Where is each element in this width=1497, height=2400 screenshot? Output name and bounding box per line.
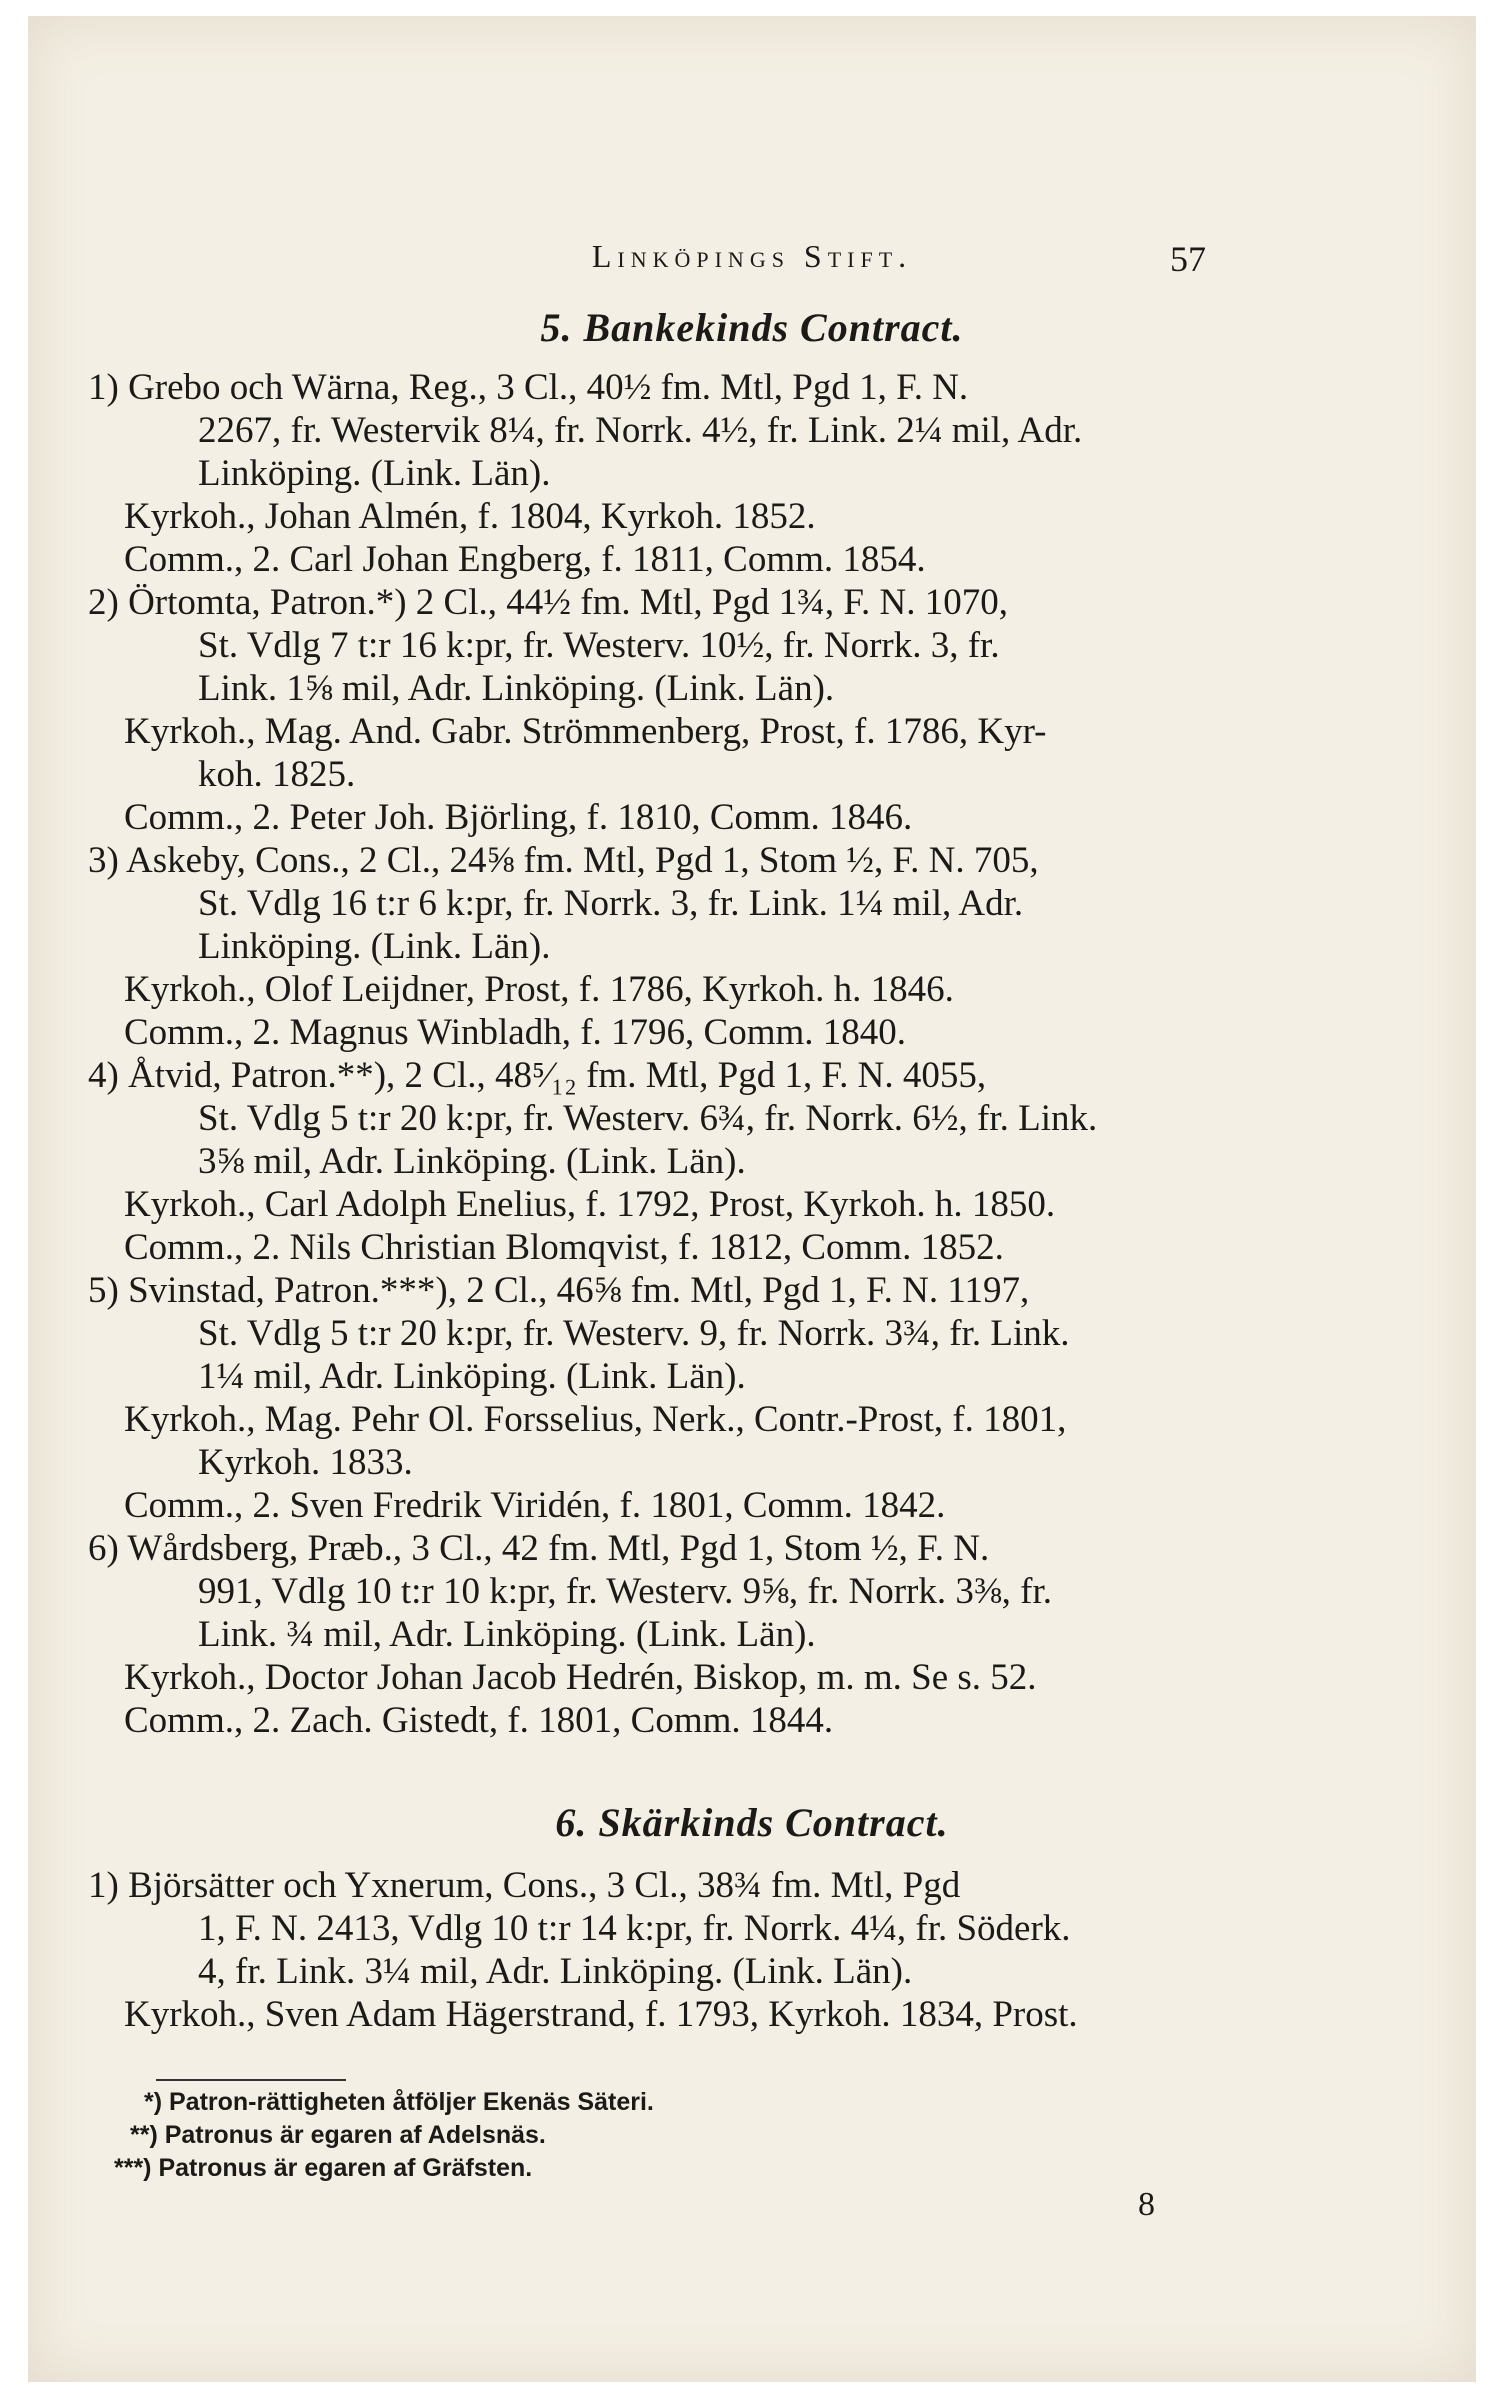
entry-line: Comm., 2. Sven Fredrik Viridén, f. 1801, Comm. 1842. xyxy=(124,1485,946,1526)
entry-line: 6) Wårdsberg, Præb., 3 Cl., 42 fm. Mtl, Pgd 1, Stom ½, F. N. xyxy=(88,1528,990,1569)
entry-line: Link. ¾ mil, Adr. Linköping. (Link. Län). xyxy=(198,1614,816,1655)
entry-line: Comm., 2. Zach. Gistedt, f. 1801, Comm. 1844. xyxy=(124,1700,834,1741)
section-skarkinds-entries xyxy=(88,1864,1268,2036)
entry-line: 1) Björsätter och Yxnerum, Cons., 3 Cl., 38¾ fm. Mtl, Pgd xyxy=(88,1865,961,1906)
entry-line: St. Vdlg 7 t:r 16 k:pr, fr. Westerv. 10½, fr. Norrk. 3, fr. xyxy=(198,625,1000,666)
entry-line: 2) Örtomta, Patron.*) 2 Cl., 44½ fm. Mtl, Pgd 1¾, F. N. 1070, xyxy=(88,582,1008,623)
footnote: *) Patron-rättigheten åtföljer Ekenäs Säteri. xyxy=(144,2088,654,2116)
entry-line: 5) Svinstad, Patron.***), 2 Cl., 46⅝ fm. Mtl, Pgd 1, F. N. 1197, xyxy=(88,1270,1030,1311)
entry-line: Kyrkoh., Carl Adolph Enelius, f. 1792, Prost, Kyrkoh. h. 1850. xyxy=(124,1184,1056,1225)
signature-mark: 8 xyxy=(1138,2186,1155,2223)
entry-line: Comm., 2. Peter Joh. Björling, f. 1810, Comm. 1846. xyxy=(124,797,913,838)
entry-line: Linköping. (Link. Län). xyxy=(198,926,551,967)
entry-line: 1) Grebo och Wärna, Reg., 3 Cl., 40½ fm. Mtl, Pgd 1, F. N. xyxy=(88,367,969,408)
section-bankekinds-entries xyxy=(88,366,1268,1742)
footnotes xyxy=(90,2086,654,2185)
entry-line: Kyrkoh., Mag. And. Gabr. Strömmenberg, Prost, f. 1786, Kyr- xyxy=(124,711,1047,752)
section-heading-skarkinds: 6. Skärkinds Contract. xyxy=(555,1800,949,1845)
entry-line: Kyrkoh., Doctor Johan Jacob Hedrén, Biskop, m. m. Se s. 52. xyxy=(124,1657,1037,1698)
entry-line: koh. 1825. xyxy=(198,754,356,795)
entry-line: Kyrkoh., Mag. Pehr Ol. Forsselius, Nerk., Contr.-Prost, f. 1801, xyxy=(124,1399,1067,1440)
entry-line: 991, Vdlg 10 t:r 10 k:pr, fr. Westerv. 9⅝, fr. Norrk. 3⅜, fr. xyxy=(198,1571,1052,1612)
entry-line: St. Vdlg 5 t:r 20 k:pr, fr. Westerv. 6¾, fr. Norrk. 6½, fr. Link. xyxy=(198,1098,1098,1139)
page-number: 57 xyxy=(1170,239,1206,279)
entry-line: 1¼ mil, Adr. Linköping. (Link. Län). xyxy=(198,1356,746,1397)
footnote-rule xyxy=(156,2079,346,2081)
entry-line: Comm., 2. Carl Johan Engberg, f. 1811, Comm. 1854. xyxy=(124,539,926,580)
entry-line: 4, fr. Link. 3¼ mil, Adr. Linköping. (Link. Län). xyxy=(198,1951,913,1992)
entry-line: 3) Askeby, Cons., 2 Cl., 24⅝ fm. Mtl, Pgd 1, Stom ½, F. N. 705, xyxy=(88,840,1039,881)
entry-line: 2267, fr. Westervik 8¼, fr. Norrk. 4½, fr. Link. 2¼ mil, Adr. xyxy=(198,410,1083,451)
entry-line: Link. 1⅝ mil, Adr. Linköping. (Link. Län). xyxy=(198,668,835,709)
book-page xyxy=(28,16,1476,2382)
entry-line: Comm., 2. Nils Christian Blomqvist, f. 1812, Comm. 1852. xyxy=(124,1227,1004,1268)
entry-line: Kyrkoh. 1833. xyxy=(198,1442,413,1483)
entry-line: St. Vdlg 5 t:r 20 k:pr, fr. Westerv. 9, fr. Norrk. 3¾, fr. Link. xyxy=(198,1313,1070,1354)
entry-line: 3⅝ mil, Adr. Linköping. (Link. Län). xyxy=(198,1141,746,1182)
entry-line: Kyrkoh., Sven Adam Hägerstrand, f. 1793, Kyrkoh. 1834, Prost. xyxy=(124,1994,1078,2035)
footnote: ***) Patronus är egaren af Gräfsten. xyxy=(114,2154,533,2182)
entry-line: 1, F. N. 2413, Vdlg 10 t:r 14 k:pr, fr. Norrk. 4¼, fr. Söderk. xyxy=(198,1908,1071,1949)
section-heading-bankekinds: 5. Bankekinds Contract. xyxy=(540,305,964,350)
entry-line: St. Vdlg 16 t:r 6 k:pr, fr. Norrk. 3, fr. Link. 1¼ mil, Adr. xyxy=(198,883,1024,924)
entry-line: Linköping. (Link. Län). xyxy=(198,453,551,494)
entry-line: Kyrkoh., Olof Leijdner, Prost, f. 1786, Kyrkoh. h. 1846. xyxy=(124,969,954,1010)
running-title: Linköpings Stift. xyxy=(591,238,913,274)
footnote: **) Patronus är egaren af Adelsnäs. xyxy=(130,2121,546,2149)
entry-line: Comm., 2. Magnus Winbladh, f. 1796, Comm. 1840. xyxy=(124,1012,907,1053)
entry-line: 4) Åtvid, Patron.**), 2 Cl., 48⁵⁄₁₂ fm. Mtl, Pgd 1, F. N. 4055, xyxy=(88,1055,987,1096)
entry-line: Kyrkoh., Johan Almén, f. 1804, Kyrkoh. 1852. xyxy=(124,496,816,537)
